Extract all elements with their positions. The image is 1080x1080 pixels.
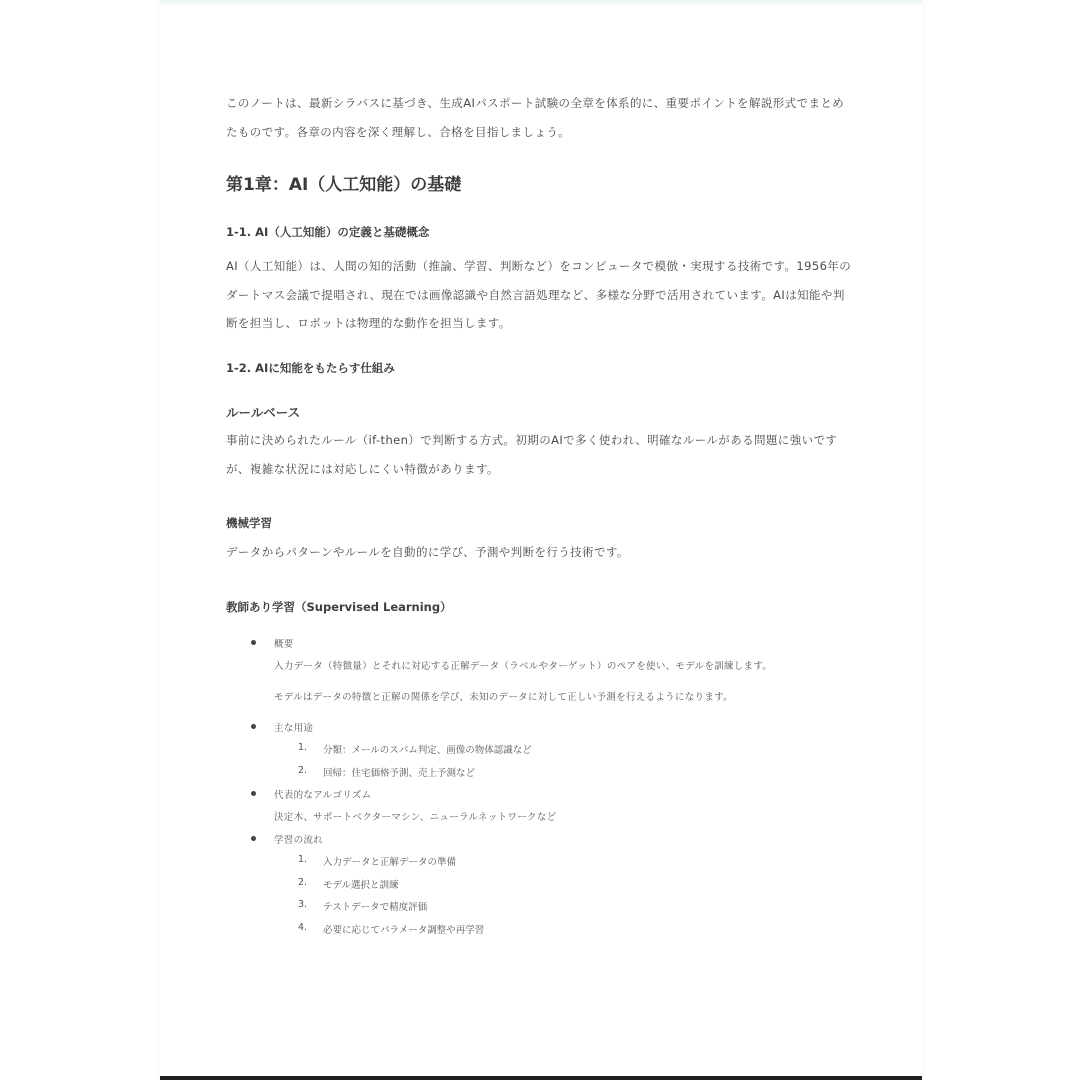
algorithms-label: 代表的なアルゴリズム	[274, 790, 372, 801]
overview-line-1: 入力データ（特徴量）とそれに対応する正解データ（ラベルやターゲット）のペアを使い、モデルを訓練します。	[274, 661, 773, 672]
supervised-learning-heading: 教師あり学習（Supervised Learning）	[226, 600, 452, 614]
uses-label: 主な用途	[274, 723, 314, 734]
machine-learning-line: データからパターンやルールを自動的に学び、予測や判断を行う技術です。	[226, 545, 629, 559]
page-bottom-edge	[160, 1076, 922, 1080]
flow-item-text: テストデータで精度評価	[323, 902, 428, 913]
page-top-edge	[160, 0, 922, 6]
rule-based-line-2: が、複雑な状況には対応しにくい特徴があります。	[226, 462, 499, 476]
bullet-dot	[251, 791, 256, 796]
flow-item-number: 3.	[298, 899, 308, 910]
section-1-1-title: 1-1. AI（人工知能）の定義と基礎概念	[226, 225, 430, 239]
rule-based-heading: ルールベース	[226, 405, 301, 420]
uses-item-text: 分類：メールのスパム判定、画像の物体認識など	[323, 745, 532, 756]
bullet-dot	[251, 836, 256, 841]
section-1-1-line-1: AI（人工知能）は、人間の知的活動（推論、学習、判断など）をコンピュータで模倣・実現する技術です。1956年の	[226, 259, 852, 273]
intro-line-1: このノートは、最新シラバスに基づき、生成AIパスポート試験の全章を体系的に、重要ポイントを解説形式でまとめ	[226, 96, 845, 110]
uses-item-number: 2.	[298, 765, 308, 776]
section-1-1-line-2: ダートマス会議で提唱され、現在では画像認識や自然言語処理など、多様な分野で活用されています。AIは知能や判	[226, 288, 845, 302]
uses-item-number: 1.	[298, 742, 308, 753]
bullet-dot	[251, 640, 256, 645]
chapter-1-title: 第1章：AI（人工知能）の基礎	[226, 175, 462, 195]
flow-item-text: 必要に応じてパラメータ調整や再学習	[323, 925, 485, 936]
intro-line-2: たものです。各章の内容を深く理解し、合格を目指しましょう。	[226, 125, 571, 139]
algorithms-line: 決定木、サポートベクターマシン、ニューラルネットワークなど	[274, 812, 557, 823]
flow-item-text: 入力データと正解データの準備	[323, 857, 457, 868]
section-1-1-line-3: 断を担当し、ロボットは物理的な動作を担当します。	[226, 316, 511, 330]
document-page	[160, 0, 922, 1078]
flow-label: 学習の流れ	[274, 835, 324, 846]
section-1-2-title: 1-2. AIに知能をもたらす仕組み	[226, 361, 395, 375]
overview-label: 概要	[274, 639, 294, 650]
bullet-dot	[251, 724, 256, 729]
rule-based-line-1: 事前に決められたルール（if-then）で判断する方式。初期のAIで多く使われ、明確なルールがある問題に強いです	[226, 433, 838, 447]
flow-item-number: 4.	[298, 922, 308, 933]
uses-item-text: 回帰：住宅価格予測、売上予測など	[323, 768, 476, 779]
flow-item-number: 2.	[298, 877, 308, 888]
machine-learning-heading: 機械学習	[226, 516, 272, 530]
flow-item-text: モデル選択と訓練	[323, 880, 399, 891]
flow-item-number: 1.	[298, 854, 308, 865]
overview-line-2: モデルはデータの特徴と正解の関係を学び、未知のデータに対して正しい予測を行えるようになります。	[274, 692, 733, 703]
